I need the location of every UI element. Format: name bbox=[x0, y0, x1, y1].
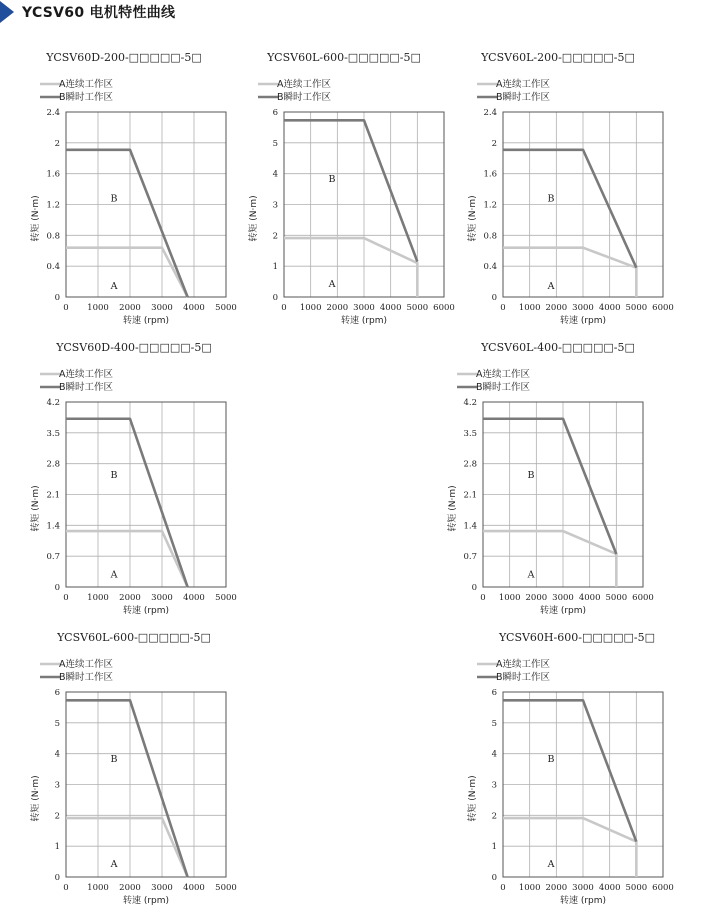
x-tick-label: 0 bbox=[63, 303, 69, 313]
x-tick-label: 5000 bbox=[625, 883, 648, 893]
y-tick-label: 3 bbox=[54, 780, 60, 791]
y-tick-label: 6 bbox=[272, 108, 278, 118]
torque-speed-chart bbox=[422, 332, 652, 622]
y-tick-label: 3.5 bbox=[463, 428, 477, 439]
y-tick-label: 0 bbox=[54, 873, 60, 883]
y-tick-label: 0.8 bbox=[483, 231, 497, 242]
header-triangle-icon bbox=[0, 1, 14, 23]
x-tick-label: 1000 bbox=[518, 303, 541, 313]
legend-label: A连续工作区 bbox=[59, 369, 113, 380]
x-tick-label: 4000 bbox=[183, 593, 205, 603]
x-axis-label: 转速 (rpm) bbox=[559, 896, 607, 906]
x-tick-label: 6000 bbox=[652, 303, 674, 313]
x-tick-label: 2000 bbox=[545, 303, 568, 313]
y-axis-label: 转矩 (N·m) bbox=[31, 195, 41, 242]
x-tick-label: 3000 bbox=[572, 303, 594, 313]
y-tick-label: 2.4 bbox=[46, 108, 60, 118]
x-tick-label: 1000 bbox=[299, 303, 322, 313]
x-tick-label: 1000 bbox=[87, 593, 109, 603]
y-tick-label: 2.1 bbox=[46, 490, 60, 501]
y-tick-label: 0 bbox=[471, 583, 477, 593]
series-line-continuous bbox=[66, 531, 188, 587]
series-line-instant bbox=[503, 700, 636, 841]
torque-speed-chart bbox=[223, 42, 453, 332]
y-axis-label: 转矩 (N·m) bbox=[31, 485, 41, 532]
x-axis-label: 转速 (rpm) bbox=[340, 316, 388, 326]
region-label-b: B bbox=[527, 469, 535, 481]
x-tick-label: 3000 bbox=[151, 883, 173, 893]
y-tick-label: 4.2 bbox=[463, 398, 477, 408]
x-tick-label: 0 bbox=[480, 593, 486, 603]
y-tick-label: 2.1 bbox=[463, 490, 477, 501]
y-axis-label: 转矩 (N·m) bbox=[31, 775, 41, 822]
x-tick-label: 6000 bbox=[433, 303, 455, 313]
x-tick-label: 2000 bbox=[525, 593, 548, 603]
y-tick-label: 2.4 bbox=[483, 108, 497, 118]
y-tick-label: 0 bbox=[54, 583, 60, 593]
x-tick-label: 4000 bbox=[598, 303, 621, 313]
x-tick-label: 3000 bbox=[552, 593, 574, 603]
x-tick-label: 5000 bbox=[215, 593, 237, 603]
y-tick-label: 0.7 bbox=[46, 552, 60, 563]
y-tick-label: 3 bbox=[491, 780, 497, 791]
y-tick-label: 2 bbox=[491, 138, 497, 149]
y-axis-label: 转矩 (N·m) bbox=[468, 195, 478, 242]
x-tick-label: 0 bbox=[63, 593, 69, 603]
y-tick-label: 2 bbox=[54, 811, 60, 822]
chart-title: YCSV60L-400-□□□□□-5□ bbox=[481, 341, 635, 354]
x-tick-label: 2000 bbox=[545, 883, 568, 893]
legend-label: B瞬时工作区 bbox=[496, 672, 551, 683]
series-line-instant bbox=[66, 700, 188, 877]
y-tick-label: 6 bbox=[54, 688, 60, 698]
torque-speed-chart bbox=[5, 332, 235, 622]
x-tick-label: 0 bbox=[500, 303, 506, 313]
y-tick-label: 0.7 bbox=[463, 552, 477, 563]
x-tick-label: 3000 bbox=[151, 303, 173, 313]
y-tick-label: 5 bbox=[272, 138, 278, 149]
series-line-continuous bbox=[66, 818, 188, 877]
y-tick-label: 1 bbox=[491, 842, 497, 853]
legend-label: A连续工作区 bbox=[476, 369, 530, 380]
series-line-continuous bbox=[483, 531, 616, 587]
x-tick-label: 4000 bbox=[183, 883, 205, 893]
x-tick-label: 4000 bbox=[183, 303, 205, 313]
torque-speed-chart bbox=[5, 622, 235, 912]
legend-label: B瞬时工作区 bbox=[496, 92, 551, 103]
region-label-a: A bbox=[110, 569, 118, 581]
x-axis-label: 转速 (rpm) bbox=[559, 316, 607, 326]
x-tick-label: 3000 bbox=[353, 303, 375, 313]
region-label-a: A bbox=[547, 281, 555, 293]
series-line-instant bbox=[503, 150, 636, 268]
chart-svg bbox=[442, 622, 672, 912]
y-tick-label: 0 bbox=[491, 293, 497, 303]
region-label-b: B bbox=[110, 754, 118, 766]
series-line-continuous bbox=[503, 248, 636, 297]
y-tick-label: 4.2 bbox=[46, 398, 60, 408]
x-tick-label: 5000 bbox=[605, 593, 628, 603]
x-tick-label: 6000 bbox=[632, 593, 654, 603]
y-tick-label: 0 bbox=[54, 293, 60, 303]
y-tick-label: 2.8 bbox=[46, 459, 60, 470]
series-line-instant bbox=[66, 150, 188, 297]
x-tick-label: 2000 bbox=[119, 303, 141, 313]
y-tick-label: 1.6 bbox=[46, 169, 60, 180]
legend-label: A连续工作区 bbox=[496, 659, 550, 670]
chart-title: YCSV60H-600-□□□□□-5□ bbox=[498, 631, 656, 644]
y-tick-label: 5 bbox=[54, 718, 60, 729]
y-tick-label: 5 bbox=[491, 718, 497, 729]
y-tick-label: 0 bbox=[491, 873, 497, 883]
y-tick-label: 1.4 bbox=[46, 521, 60, 532]
y-tick-label: 3 bbox=[272, 200, 278, 211]
series-line-continuous bbox=[284, 238, 417, 297]
y-tick-label: 1 bbox=[272, 262, 278, 273]
chart-svg bbox=[5, 332, 235, 622]
region-label-a: A bbox=[110, 859, 118, 871]
series-line-instant bbox=[66, 419, 188, 587]
chart-title: YCSV60L-200-□□□□□-5□ bbox=[481, 51, 635, 64]
chart-svg bbox=[442, 42, 672, 332]
y-tick-label: 1.6 bbox=[483, 169, 497, 180]
y-tick-label: 4 bbox=[272, 169, 278, 180]
y-axis-label: 转矩 (N·m) bbox=[468, 775, 478, 822]
chart-title: YCSV60D-400-□□□□□-5□ bbox=[56, 341, 212, 354]
legend-label: B瞬时工作区 bbox=[476, 382, 531, 393]
page-header bbox=[0, 0, 709, 24]
x-tick-label: 1000 bbox=[87, 883, 109, 893]
region-label-b: B bbox=[547, 754, 555, 766]
y-tick-label: 0.8 bbox=[46, 231, 60, 242]
torque-speed-chart bbox=[442, 42, 672, 332]
legend-label: B瞬时工作区 bbox=[59, 92, 114, 103]
y-tick-label: 6 bbox=[491, 688, 497, 698]
x-tick-label: 0 bbox=[500, 883, 506, 893]
x-tick-label: 0 bbox=[63, 883, 69, 893]
region-label-a: A bbox=[527, 569, 535, 581]
x-tick-label: 5000 bbox=[625, 303, 648, 313]
x-tick-label: 5000 bbox=[215, 883, 237, 893]
x-tick-label: 1000 bbox=[518, 883, 541, 893]
y-tick-label: 2 bbox=[272, 231, 278, 242]
y-tick-label: 2 bbox=[491, 811, 497, 822]
x-tick-label: 5000 bbox=[215, 303, 237, 313]
y-tick-label: 0.4 bbox=[46, 262, 60, 273]
y-tick-label: 0 bbox=[272, 293, 278, 303]
legend-label: A连续工作区 bbox=[496, 79, 550, 90]
y-tick-label: 1.4 bbox=[463, 521, 477, 532]
region-label-b: B bbox=[547, 193, 555, 205]
x-axis-label: 转速 (rpm) bbox=[122, 606, 170, 616]
chart-title: YCSV60L-600-□□□□□-5□ bbox=[267, 51, 421, 64]
legend-label: A连续工作区 bbox=[59, 79, 113, 90]
chart-title: YCSV60L-600-□□□□□-5□ bbox=[57, 631, 211, 644]
x-tick-label: 2000 bbox=[326, 303, 349, 313]
y-tick-label: 4 bbox=[491, 749, 497, 760]
region-label-a: A bbox=[547, 859, 555, 871]
legend-label: B瞬时工作区 bbox=[277, 92, 332, 103]
x-tick-label: 0 bbox=[281, 303, 287, 313]
x-tick-label: 1000 bbox=[498, 593, 521, 603]
series-line-continuous bbox=[503, 818, 636, 877]
region-label-a: A bbox=[328, 279, 336, 291]
chart-title: YCSV60D-200-□□□□□-5□ bbox=[46, 51, 202, 64]
x-tick-label: 3000 bbox=[572, 883, 594, 893]
x-tick-label: 2000 bbox=[119, 593, 141, 603]
y-tick-label: 1.2 bbox=[483, 200, 497, 211]
y-tick-label: 1.2 bbox=[46, 200, 60, 211]
chart-svg bbox=[422, 332, 652, 622]
region-label-b: B bbox=[110, 469, 118, 481]
y-tick-label: 3.5 bbox=[46, 428, 60, 439]
region-label-b: B bbox=[110, 193, 118, 205]
y-tick-label: 0.4 bbox=[483, 262, 497, 273]
x-axis-label: 转速 (rpm) bbox=[122, 896, 170, 906]
region-label-a: A bbox=[110, 281, 118, 293]
x-tick-label: 1000 bbox=[87, 303, 109, 313]
series-line-continuous bbox=[66, 248, 188, 297]
y-axis-label: 转矩 (N·m) bbox=[249, 195, 259, 242]
chart-svg bbox=[5, 622, 235, 912]
series-line-instant bbox=[483, 419, 616, 554]
y-tick-label: 2.8 bbox=[463, 459, 477, 470]
x-tick-label: 2000 bbox=[119, 883, 141, 893]
y-tick-label: 4 bbox=[54, 749, 60, 760]
torque-speed-chart bbox=[442, 622, 672, 912]
series-line-instant bbox=[284, 120, 417, 261]
x-tick-label: 6000 bbox=[652, 883, 674, 893]
x-tick-label: 3000 bbox=[151, 593, 173, 603]
x-tick-label: 4000 bbox=[379, 303, 402, 313]
x-axis-label: 转速 (rpm) bbox=[539, 606, 587, 616]
y-tick-label: 1 bbox=[54, 842, 60, 853]
region-label-b: B bbox=[328, 174, 336, 186]
legend-label: A连续工作区 bbox=[277, 79, 331, 90]
x-axis-label: 转速 (rpm) bbox=[122, 316, 170, 326]
y-axis-label: 转矩 (N·m) bbox=[448, 485, 458, 532]
torque-speed-chart bbox=[5, 42, 235, 332]
legend-label: B瞬时工作区 bbox=[59, 672, 114, 683]
x-tick-label: 4000 bbox=[578, 593, 601, 603]
chart-svg bbox=[223, 42, 453, 332]
y-tick-label: 2 bbox=[54, 138, 60, 149]
legend-label: B瞬时工作区 bbox=[59, 382, 114, 393]
legend-label: A连续工作区 bbox=[59, 659, 113, 670]
page-title: YCSV60 电机特性曲线 bbox=[22, 5, 176, 21]
x-tick-label: 4000 bbox=[598, 883, 621, 893]
chart-svg bbox=[5, 42, 235, 332]
x-tick-label: 5000 bbox=[406, 303, 429, 313]
